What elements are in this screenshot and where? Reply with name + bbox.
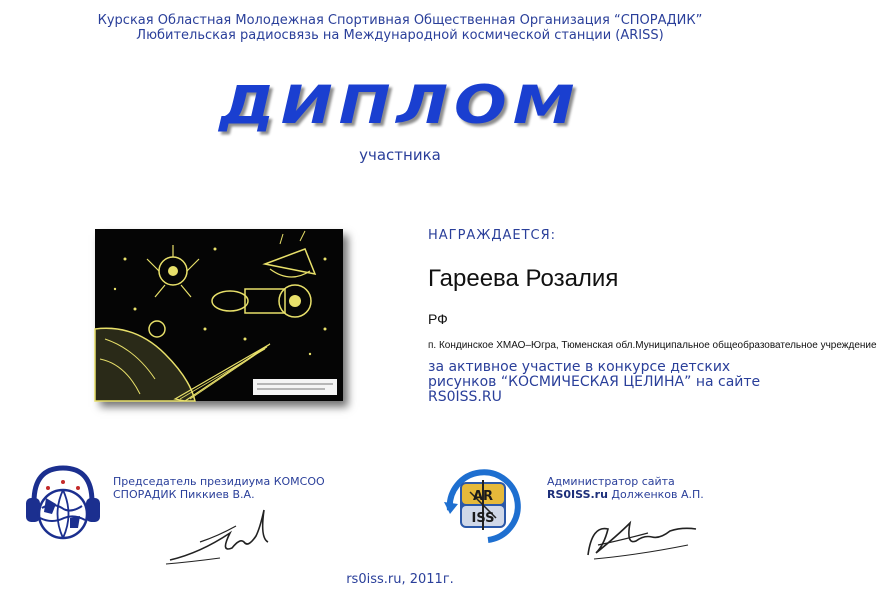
ariss-logo-icon xyxy=(440,462,526,548)
recipient-name: Гареева Розалия xyxy=(428,265,619,292)
left-signatory-line1: Председатель президиума КОМСОО xyxy=(113,475,325,488)
ariss-logo-top-text: AR xyxy=(472,489,494,504)
site-name: RS0ISS.ru xyxy=(547,488,608,501)
diploma-subtitle: участника xyxy=(359,146,441,164)
right-signatory-line1: Администратор сайта xyxy=(547,475,675,488)
footer-site-year: rs0iss.ru, 2011г. xyxy=(346,572,454,587)
ariss-logo-bottom-text: ISS xyxy=(471,511,495,526)
right-signatory-line2 xyxy=(547,488,704,501)
header-org-name: Курская Областная Молодежная Спортивная Общественная Организация “СПОРАДИК” xyxy=(97,13,703,28)
sporadic-globe-logo-icon xyxy=(22,462,104,548)
header-subtitle: Любительская радиосвязь на Международной космической станции (ARISS) xyxy=(136,28,664,43)
right-signatory-name: Долженков А.П. xyxy=(607,488,704,501)
recipient-place: п. Кондинское ХМАО–Югра, Тюменская обл.Муниципальное общеобразовательное учреждение xyxy=(428,340,877,351)
drawing-image xyxy=(95,229,343,401)
award-reason: за активное участие в конкурсе детских рисунков “КОСМИЧЕСКАЯ ЦЕЛИНА” на сайте RS0ISS.RU xyxy=(428,359,761,405)
awarded-label: НАГРАЖДАЕТСЯ: xyxy=(428,228,557,243)
right-signatory-title xyxy=(547,475,704,501)
left-signatory-line2: СПОРАДИК Пиккиев В.А. xyxy=(113,488,255,501)
recipient-country: РФ xyxy=(428,311,448,327)
right-signature-icon xyxy=(578,505,708,565)
left-signature-icon xyxy=(160,498,280,570)
diploma-title: ДИПЛОМ xyxy=(219,73,581,136)
